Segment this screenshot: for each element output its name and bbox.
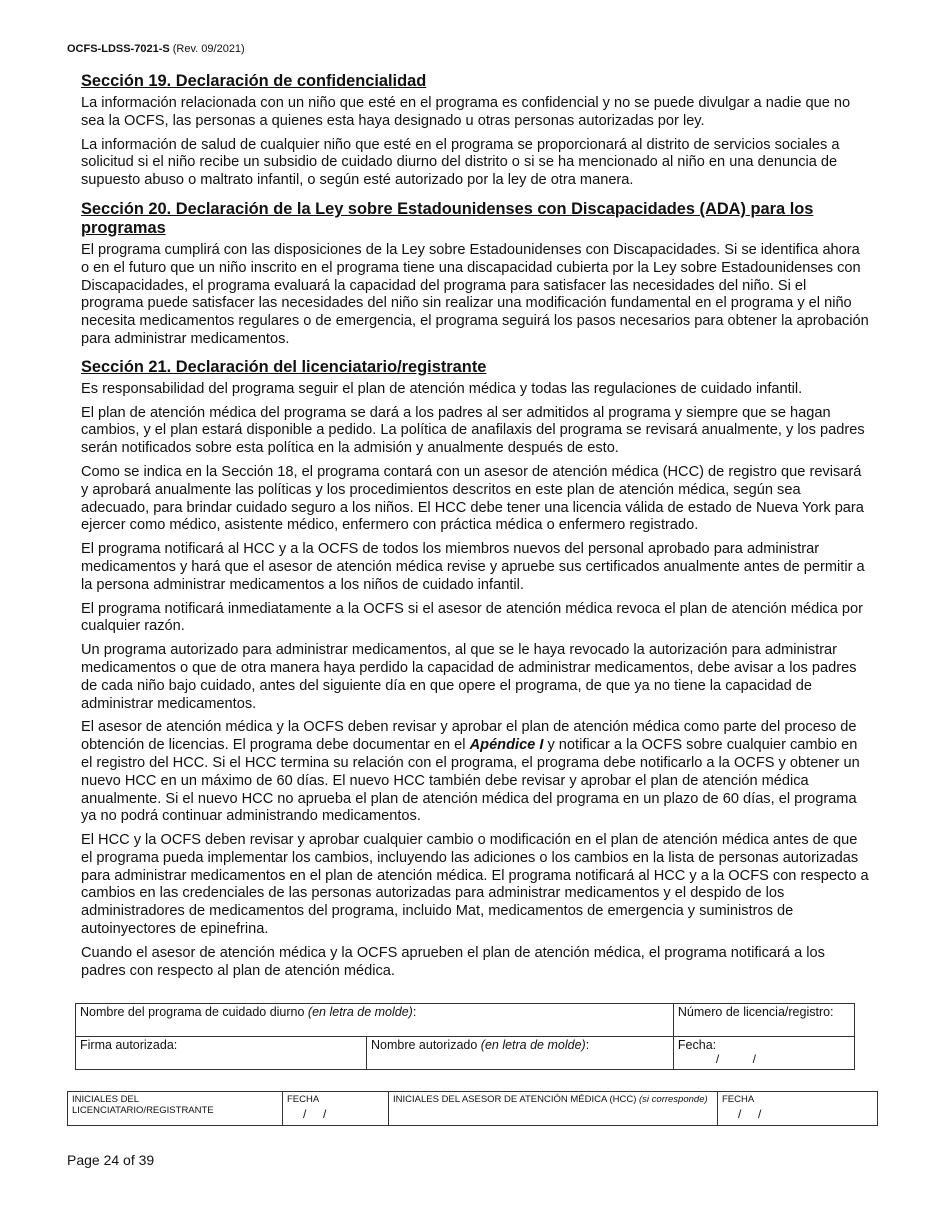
section-21-paragraph: El programa notificará al HCC y a la OCFS de todos los miembros nuevos del personal aprobado para administrar medicamentos y hará que el asesor de atención médica revise y apruebe sus certificados anualmente antes de permitir a la persona administrar medicamentos a los niños de cuidado infantil. [81, 541, 865, 593]
date-label: Fecha: [677, 1038, 717, 1052]
form-code-header [67, 43, 245, 55]
program-name-label: Nombre del programa de cuidado diurno [80, 1005, 308, 1019]
authorized-name-label: Nombre autorizado [371, 1038, 481, 1052]
authorized-signature-field[interactable] [76, 1037, 367, 1070]
document-body [81, 70, 871, 986]
form-revision: (Rev. 09/2021) [172, 43, 245, 55]
section-21-paragraph: Como se indica en la Sección 18, el programa contará con un asesor de atención médica (HCC) de registro que revisará y aprobará anualmente las políticas y los procedimientos descritos en este plan de atención médica, según sea adecuado, para brindar cuidado seguro a los niños. El HCC debe tener una licencia válida de estado de Nueva York para ejercer como médico, asistente médico, enfermero con práctica médica o enfermero registrado. [81, 463, 864, 534]
section-19-paragraph: La información de salud de cualquier niño que esté en el programa se proporcionará al distrito de servicios sociales a solicitud si el niño recibe un subsidio de cuidado diurno del distrito o si se ha mencionado al niño en una denuncia de supuesto abuso o maltrato infantil, o según esté autorizado por la ley de otra manera. [81, 136, 840, 189]
section-21-paragraph: El HCC y la OCFS deben revisar y aprobar cualquier cambio o modificación en el plan de atención médica antes de que el programa pueda implementar los cambios, incluyendo las adiciones o los cambios en la lista de personas autorizadas para administrar medicamentos en el plan de atención médica. El programa notificará al HCC y a la OCFS con respecto a cambios en las credenciales de las personas autorizadas para administrar medicamentos y el despido de los administradores de medicamentos del programa, incluido Mat, medicamentos de emergencia y suministros de autoinyectores de epinefrina. [81, 832, 869, 938]
section-20-title: Sección 20. Declaración de la Ley sobre Estadounidenses con Discapacidades (ADA) para los programas [81, 199, 814, 237]
hcc-initials-hint: (si corresponde) [639, 1094, 708, 1105]
date-separators: / / [303, 1107, 327, 1121]
section-19-title: Sección 19. Declaración de confidencialidad [81, 72, 427, 90]
paragraph-text: El asesor de atención médica y la OCFS deben revisar y aprobar el plan de atención médica como parte del proceso de obtención de licencias. El programa debe documentar en el [81, 719, 857, 754]
colon: : [585, 1038, 590, 1052]
licensee-date-label: FECHA [287, 1094, 320, 1105]
program-name-hint: (en letra de molde) [307, 1005, 413, 1019]
section-21 [81, 358, 871, 981]
program-name-field[interactable] [76, 1004, 674, 1037]
date-separators: / / [715, 1052, 756, 1066]
section-21-paragraph: Es responsabilidad del programa seguir el plan de atención médica y todas las regulaciones de cuidado infantil. [81, 380, 803, 397]
hcc-date-field[interactable] [718, 1092, 878, 1126]
page-number: Page 24 of 39 [67, 1152, 155, 1168]
licensee-initials-field[interactable] [68, 1092, 283, 1126]
section-19 [81, 72, 871, 190]
section-19-paragraph: La información relacionada con un niño que esté en el programa es confidencial y no se puede divulgar a nadie que no sea la OCFS, las personas a quienes esta haya designado u otras personas autorizadas por ley. [81, 95, 851, 129]
signature-form [75, 1003, 855, 1070]
form-code: OCFS-LDSS-7021-S [67, 43, 170, 55]
section-21-paragraph: Cuando el asesor de atención médica y la OCFS aprueben el plan de atención médica, el programa notificará a los padres con respecto al plan de atención médica. [81, 944, 825, 979]
license-number-field[interactable] [673, 1004, 854, 1037]
authorized-signature-label: Firma autorizada: [80, 1038, 178, 1052]
section-21-paragraph: El programa notificará inmediatamente a la OCFS si el asesor de atención médica revoca el plan de atención médica por cualquier razón. [81, 600, 863, 635]
hcc-initials-label: INICIALES DEL ASESOR DE ATENCIÓN MÉDICA (HCC) [393, 1094, 639, 1105]
section-20 [81, 200, 871, 349]
appendix-reference: Apéndice I [469, 737, 544, 754]
date-field[interactable] [673, 1037, 854, 1070]
section-21-paragraph: Un programa autorizado para administrar medicamentos, al que se le haya revocado la autorización para administrar medicamentos o que de otra manera haya perdido la capacidad de administrar medicamentos, debe avisar a los padres de cada niño bajo cuidado, antes del siguiente día en que opere el programa, de que ya no tiene la capacidad de administrar medicamentos. [81, 642, 857, 712]
authorized-name-hint: (en letra de molde) [480, 1038, 586, 1052]
colon: : [412, 1005, 417, 1019]
hcc-initials-field[interactable] [389, 1092, 718, 1126]
date-separators: / / [738, 1107, 762, 1121]
licensee-date-field[interactable] [283, 1092, 389, 1126]
section-21-title: Sección 21. Declaración del licenciatario/registrante [81, 357, 487, 376]
paragraph-text: y notificar a la OCFS sobre cualquier cambio en el registro del HCC. Si el HCC termina su relación con el programa, el programa debe notificarlo a la OCFS y obtener un nuevo HCC en un máximo de 60 días. El nuevo HCC también debe revisar y aprobar el plan de atención médica anualmente. Si el nuevo HCC no aprueba el plan de atención médica del programa en un plazo de 60 días, el programa ya no podrá continuar administrando medicamentos. [81, 737, 860, 825]
section-21-paragraph [81, 719, 871, 826]
authorized-name-field[interactable] [367, 1037, 674, 1070]
section-20-paragraph: El programa cumplirá con las disposiciones de la Ley sobre Estadounidenses con Discapacidades. Si se identifica ahora o en el futuro que un niño inscrito en el programa tiene una discapacidad cubierta por la Ley sobre Estadounidenses con Discapacidades, el programa evaluará la capacidad del programa para satisfacer las necesidades del niño. Si el programa puede satisfacer las necesidades del niño sin realizar una modificación fundamental en el programa y el niño necesita medicamentos regulares o de emergencia, el programa seguirá los pasos necesarios para obtener la aprobación para administrar medicamentos. [81, 241, 869, 347]
initials-form [67, 1091, 878, 1126]
licensee-initials-label: INICIALES DEL LICENCIATARIO/REGISTRANTE [72, 1094, 214, 1116]
license-number-label: Número de licencia/registro: [677, 1005, 834, 1019]
hcc-date-label: FECHA [722, 1094, 755, 1105]
section-21-paragraph: El plan de atención médica del programa se dará a los padres al ser admitidos al programa y siempre que se hagan cambios, y el plan estará disponible a pedido. La política de anafilaxis del programa se revisará anualmente, y los padres serán notificados sobre esta política en la admisión y anualmente después de esto. [81, 404, 865, 457]
